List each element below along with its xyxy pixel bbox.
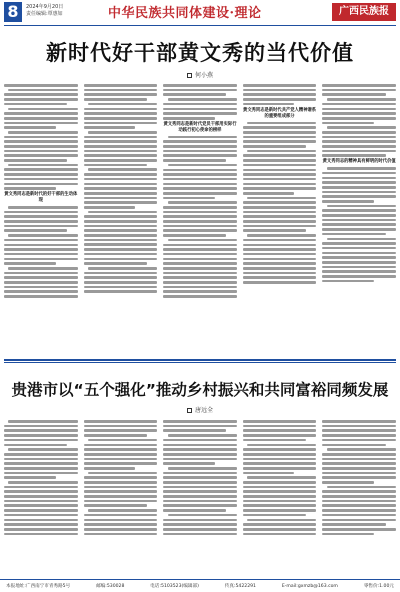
article2-column <box>84 418 158 576</box>
footer-postcode: 邮编:530028 <box>96 584 125 589</box>
header-rule <box>4 25 396 26</box>
responsible-editor: 责任编辑:覃惠如 <box>26 11 63 17</box>
section-divider <box>4 359 396 361</box>
article1-column <box>84 82 158 358</box>
article1-column <box>322 82 396 358</box>
footer-phone: 电话:5103523(编辑部) <box>150 584 199 589</box>
newspaper-name: 广西民族报 <box>332 3 396 21</box>
section-divider-thin <box>4 362 396 363</box>
article1-subhead: 黄文秀同志是新时代党员干部用实际行动践行初心使命的榜样 <box>163 121 237 133</box>
issue-meta <box>26 4 63 18</box>
byline-box-icon <box>187 408 192 413</box>
byline-box-icon <box>187 73 192 78</box>
footer-email: E-mail:gxmzb@163.com <box>281 583 338 589</box>
article2-headline: 贵港市以“五个强化”推动乡村振兴和共同富裕同频发展 <box>11 381 389 399</box>
article1-byline <box>0 70 400 79</box>
article2-column <box>322 418 396 576</box>
article1-column <box>4 82 78 358</box>
page-number: 8 <box>4 2 22 22</box>
article1-column <box>163 82 237 358</box>
footer-fax: 传真:5422291 <box>224 584 256 589</box>
article1-headline: 新时代好干部黄文秀的当代价值 <box>46 41 354 65</box>
page-footer <box>0 579 400 592</box>
footer-address: 本报地址:广西南宁市青秀路5号 <box>6 584 71 589</box>
article1-subhead: 黄文秀同志是新时代的好干部的生动体现 <box>4 191 78 203</box>
footer-price: 零售价:1.00元 <box>363 584 394 589</box>
article1-body <box>4 82 396 358</box>
article2-column <box>163 418 237 576</box>
issue-date: 2024年9月20日 <box>26 4 64 10</box>
article1-author: 何小燕 <box>194 72 213 79</box>
article2-body <box>4 418 396 576</box>
article2-author: 唐远全 <box>194 407 213 414</box>
column-title: 中华民族共同体建设·理论 <box>108 6 262 21</box>
article1-subhead: 黄文秀同志的精神具有鲜明的时代价值 <box>322 159 396 165</box>
article1-column <box>243 82 317 358</box>
article2-column <box>4 418 78 576</box>
masthead <box>0 0 400 24</box>
article2-column <box>243 418 317 576</box>
article1-subhead: 黄文秀同志是新时代共产党人精神谱系的重要组成部分 <box>243 107 317 119</box>
article2-byline <box>0 405 400 414</box>
